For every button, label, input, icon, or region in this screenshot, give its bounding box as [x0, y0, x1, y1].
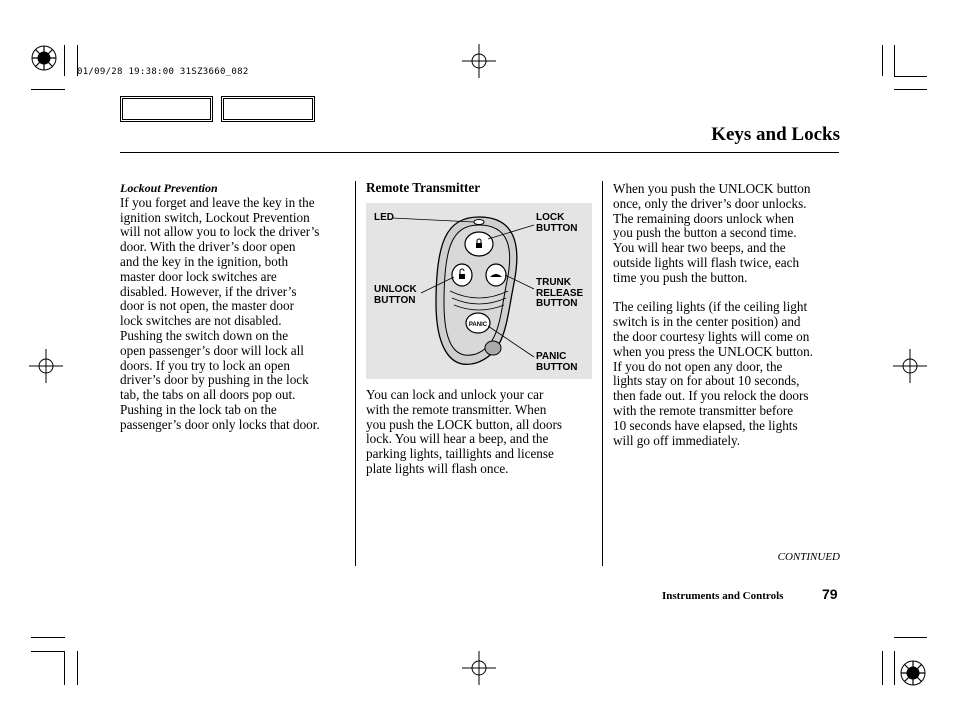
section-tab-box-1 [120, 96, 213, 122]
body-line: will go off immediately. [613, 432, 741, 448]
body-line: time you push the button. [613, 269, 748, 285]
body-line: ignition switch, Lockout Prevention [120, 209, 310, 225]
body-line: when you press the UNLOCK button. [613, 343, 813, 359]
key-ring-hole [485, 341, 501, 355]
column-lockout-prevention [120, 181, 352, 433]
body-line: outside lights will flash twice, each [613, 254, 800, 270]
paragraph-unlock [613, 182, 845, 286]
column-divider-2 [602, 181, 603, 566]
body-line: lights stay on for about 10 seconds, [613, 373, 800, 389]
footer-section-name: Instruments and Controls [662, 590, 784, 602]
body-line: with the remote transmitter before [613, 402, 794, 418]
paragraph-ceiling-lights [613, 300, 845, 448]
panic-button-label: PANIC BUTTON [536, 351, 578, 373]
unlock-button-label: UNLOCK BUTTON [374, 284, 417, 306]
column-divider-1 [355, 181, 356, 566]
body-line: master door lock switches are [120, 268, 277, 284]
body-line: parking lights, taillights and license [366, 446, 554, 462]
title-rule [120, 152, 839, 153]
body-line: you push the LOCK button, all doors [366, 416, 562, 432]
body-line: door. With the driver’s door open [120, 239, 296, 255]
led-label: LED [374, 212, 394, 223]
crosshair-left [29, 349, 63, 383]
print-stamp: 01/09/28 19:38:00 31SZ3660_082 [77, 67, 249, 77]
column-unlock-info [613, 182, 845, 448]
body-line: then fade out. If you relock the doors [613, 388, 809, 404]
continued-label: CONTINUED [777, 551, 840, 563]
led-icon [474, 220, 484, 225]
body-line: The ceiling lights (if the ceiling light [613, 299, 808, 315]
lock-button-label: LOCK BUTTON [536, 212, 578, 234]
body-line: tab, the tabs on all doors pop out. [120, 387, 296, 403]
panic-key-label: PANIC [468, 322, 488, 328]
unlock-icon [459, 274, 465, 279]
body-line: 10 seconds have elapsed, the lights [613, 417, 798, 433]
subheading-lockout-prevention: Lockout Prevention [120, 181, 218, 195]
body-line: plate lights will flash once. [366, 460, 509, 476]
body-line: When you push the UNLOCK button [613, 181, 811, 196]
body-line: If you forget and leave the key in the [120, 194, 315, 210]
body-line: with the remote transmitter. When [366, 401, 547, 417]
body-line: lock. You will hear a beep, and the [366, 431, 549, 447]
body-line: once, only the driver’s door unlocks. [613, 195, 807, 211]
body-line: open passenger’s door will lock all [120, 342, 304, 358]
lock-icon [476, 243, 482, 248]
body-line: door is not open, the master door [120, 298, 294, 314]
body-line: doors. If you try to lock an open [120, 357, 290, 373]
body-line: lock switches are not disabled. [120, 313, 282, 329]
body-line: Pushing the switch down on the [120, 327, 289, 343]
page-title: Keys and Locks [711, 124, 840, 145]
body-line: and the key in the ignition, both [120, 253, 289, 269]
body-line: passenger’s door only locks that door. [120, 416, 320, 432]
trunk-release-button-label: TRUNK RELEASE BUTTON [536, 277, 584, 309]
heading-remote-transmitter: Remote Transmitter [366, 180, 481, 195]
body-line: You will hear two beeps, and the [613, 240, 786, 256]
body-line: the door courtesy lights will come on [613, 328, 810, 344]
body-line: switch is in the center position) and [613, 314, 801, 330]
body-line: will not allow you to lock the driver’s [120, 224, 320, 240]
body-line: Pushing in the lock tab on the [120, 401, 277, 417]
section-tab-box-2 [221, 96, 315, 122]
crosshair-bottom [462, 651, 496, 685]
body-line: you push the button a second time. [613, 225, 797, 241]
crosshair-top [462, 44, 496, 78]
body-line: If you do not open any door, the [613, 358, 783, 374]
body-line: You can lock and unlock your car [366, 387, 544, 402]
body-line: The remaining doors unlock when [613, 210, 794, 226]
remote-transmitter-figure [366, 203, 592, 379]
body-line: disabled. However, if the driver’s [120, 283, 297, 299]
target-mark-bottom-right [901, 661, 925, 685]
page-number: 79 [822, 586, 838, 602]
body-line: driver’s door by pushing in the lock [120, 372, 309, 388]
remote-transmitter-body [366, 388, 598, 477]
crosshair-right [893, 349, 927, 383]
target-mark-top-left [32, 46, 56, 70]
